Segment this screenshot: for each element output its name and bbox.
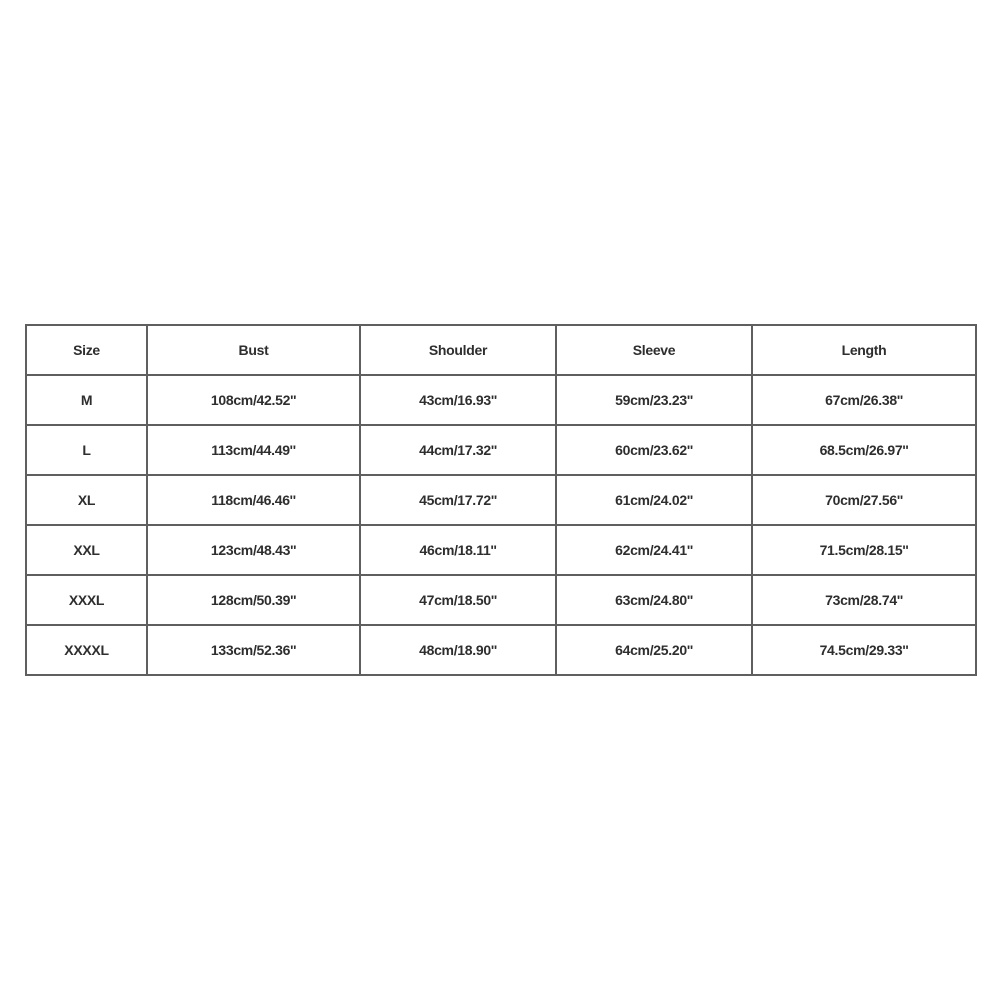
header-size: Size xyxy=(26,325,147,375)
cell-shoulder: 47cm/18.50'' xyxy=(360,575,556,625)
table-row xyxy=(26,375,976,425)
cell-bust: 108cm/42.52'' xyxy=(147,375,360,425)
table-row xyxy=(26,575,976,625)
cell-size: XXXL xyxy=(26,575,147,625)
cell-shoulder: 44cm/17.32'' xyxy=(360,425,556,475)
header-shoulder: Shoulder xyxy=(360,325,556,375)
cell-length: 67cm/26.38'' xyxy=(752,375,976,425)
cell-sleeve: 63cm/24.80'' xyxy=(556,575,752,625)
cell-bust: 133cm/52.36'' xyxy=(147,625,360,675)
cell-shoulder: 43cm/16.93'' xyxy=(360,375,556,425)
cell-size: XL xyxy=(26,475,147,525)
header-bust: Bust xyxy=(147,325,360,375)
cell-length: 68.5cm/26.97'' xyxy=(752,425,976,475)
cell-sleeve: 61cm/24.02'' xyxy=(556,475,752,525)
cell-sleeve: 64cm/25.20'' xyxy=(556,625,752,675)
cell-shoulder: 45cm/17.72'' xyxy=(360,475,556,525)
size-chart-table xyxy=(25,324,977,676)
cell-shoulder: 46cm/18.11'' xyxy=(360,525,556,575)
cell-sleeve: 59cm/23.23'' xyxy=(556,375,752,425)
header-sleeve: Sleeve xyxy=(556,325,752,375)
cell-length: 71.5cm/28.15'' xyxy=(752,525,976,575)
cell-sleeve: 62cm/24.41'' xyxy=(556,525,752,575)
cell-bust: 113cm/44.49'' xyxy=(147,425,360,475)
header-row xyxy=(26,325,976,375)
table-row xyxy=(26,625,976,675)
table-row xyxy=(26,425,976,475)
cell-sleeve: 60cm/23.62'' xyxy=(556,425,752,475)
cell-size: L xyxy=(26,425,147,475)
cell-size: XXL xyxy=(26,525,147,575)
cell-bust: 123cm/48.43'' xyxy=(147,525,360,575)
cell-shoulder: 48cm/18.90'' xyxy=(360,625,556,675)
cell-length: 73cm/28.74'' xyxy=(752,575,976,625)
cell-length: 74.5cm/29.33'' xyxy=(752,625,976,675)
cell-bust: 118cm/46.46'' xyxy=(147,475,360,525)
table-row xyxy=(26,475,976,525)
cell-size: XXXXL xyxy=(26,625,147,675)
cell-size: M xyxy=(26,375,147,425)
table-row xyxy=(26,525,976,575)
header-length: Length xyxy=(752,325,976,375)
cell-length: 70cm/27.56'' xyxy=(752,475,976,525)
cell-bust: 128cm/50.39'' xyxy=(147,575,360,625)
